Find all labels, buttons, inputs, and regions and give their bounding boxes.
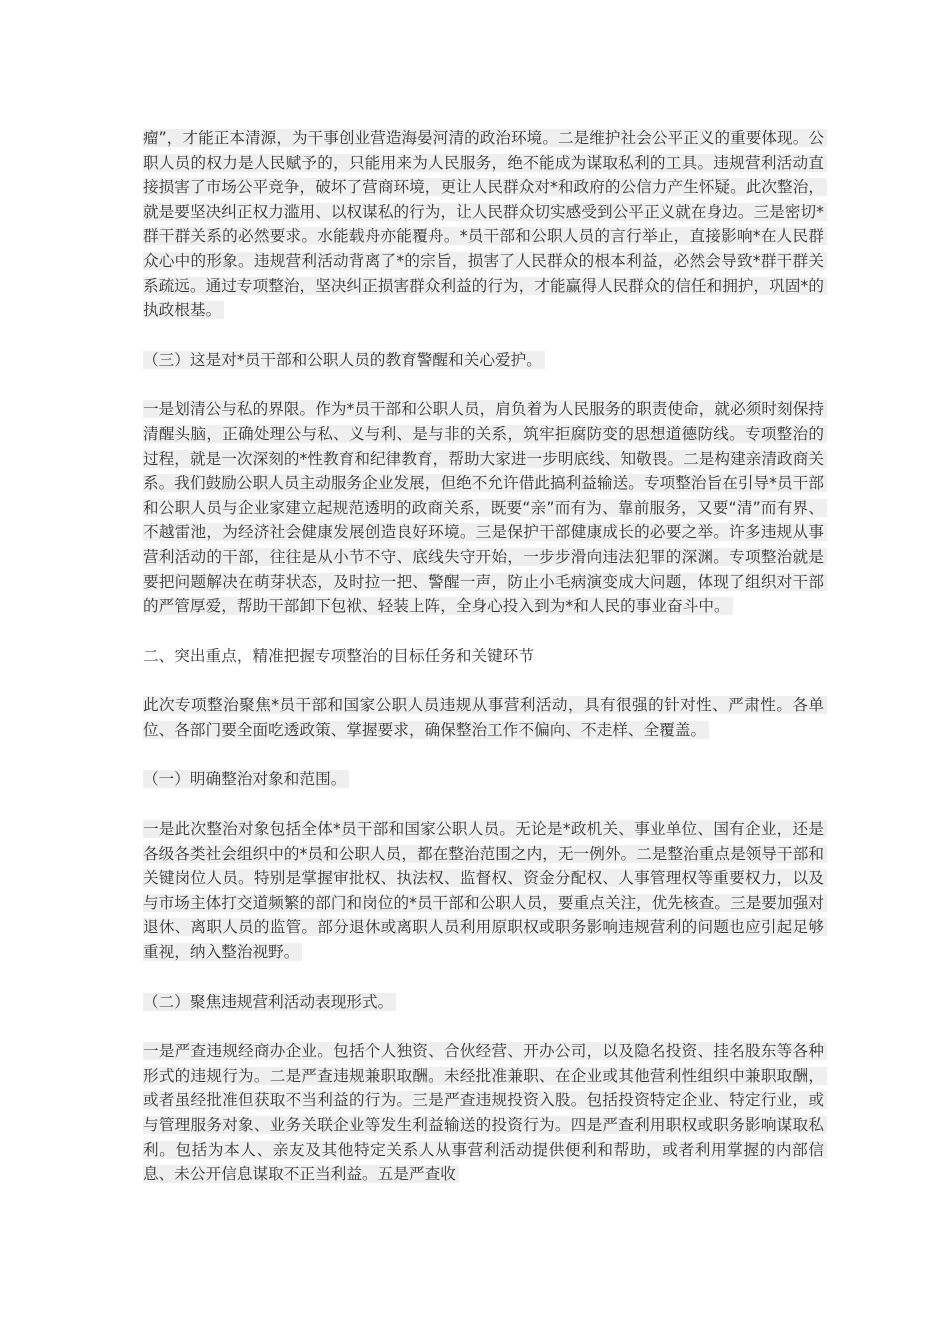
subheading-text: （一）明确整治对象和范围。 — [143, 770, 349, 788]
paragraph-text: 一是此次整治对象包括全体*员干部和国家公职人员。无论是*政机关、事业单位、国有企业，还是各级各类社会组织中的*员和公职人员，都在整治范围之内，无一例外。二是整治重点是领导干部和关键岗位人员。特别是掌握审批权、执法权、监督权、资金分配权、人事管理权等重要权力，以及与市场主体打交道频繁的部门和岗位的*员干部和公职人员，要重点关注，优先核查。三是要加强对退休、离职人员的监管。部分退休或离职人员利用原职权或职务影响违规营利的问题也应引起足够重视，纳入整治视野。 — [143, 820, 827, 961]
subheading-education-warning — [143, 348, 827, 373]
paragraph-text: 一是严查违规经商办企业。包括个人独资、合伙经营、开办公司，以及隐名投资、挂名股东等各种形式的违规行为。二是严查违规兼职取酬。未经批准兼职、在企业或其他营利性组织中兼职取酬，或者虽经批准但获取不当利益的行为。三是严查违规投资入股。包括投资特定企业、特定行业，或与管理服务对象、业务关联企业等发生利益输送的投资行为。四是严查利用职权或职务影响谋取私利。包括为本人、亲友及其他特定关系人从事营利活动提供便利和帮助，或者利用掌握的内部信息、未公开信息谋取不正当利益。五是严查收 — [143, 1042, 827, 1183]
paragraph-focus-intro — [143, 693, 827, 742]
paragraph-text: 瘤”，才能正本清源，为干事创业营造海晏河清的政治环境。二是维护社会公平正义的重要体现。公职人员的权力是人民赋予的，只能用来为人民服务，绝不能成为谋取私利的工具。违规营利活动直接损害了市场公平竞争，破坏了营商环境，更让人民群众对*和政府的公信力产生怀疑。此次整治，就是要坚决纠正权力滥用、以权谋私的行为，让人民群众切实感受到公平正义就在身边。三是密切*群干群关系的必然要求。水能载舟亦能覆舟。*员干部和公职人员的言行举止，直接影响*在人民群众心中的形象。违规营利活动背离了*的宗旨，损害了人民群众的根本利益，必然会导致*群干群关系疏远。通过专项整治，坚决纠正损害群众利益的行为，才能赢得人民群众的信任和拥护，巩固*的执政根基。 — [143, 129, 827, 319]
paragraph-text: 一是划清公与私的界限。作为*员干部和公职人员，肩负着为人民服务的职责使命，就必须时刻保持清醒头脑，正确处理公与私、义与利、是与非的关系，筑牢拒腐防变的思想道德防线。专项整治的过程，就是一次深刻的*性教育和纪律教育，帮助大家进一步明底线、知敬畏。二是构建亲清政商关系。我们鼓励公职人员主动服务企业发展，但绝不允许借此搞利益输送。专项整治旨在引导*员干部和公职人员与企业家建立起规范透明的政商关系，既要“亲”而有为、靠前服务，又要“清”而有界、不越雷池，为经济社会健康发展创造良好环境。三是保护干部健康成长的必要之举。许多违规从事营利活动的干部，往往是从小节不守、底线失守开始，一步步滑向违法犯罪的深渊。专项整治就是要把问题解决在萌芽状态，及时拉一把、警醒一声，防止小毛病演变成大问题，体现了组织对干部的严管厚爱，帮助干部卸下包袱、轻装上阵，全身心投入到为*和人民的事业奋斗中。 — [143, 400, 827, 615]
subheading-targets-scope — [143, 767, 827, 792]
subheading-text: （二）聚焦违规营利活动表现形式。 — [143, 993, 396, 1011]
section-heading-text: 二、突出重点，精准把握专项整治的目标任务和关键环节 — [143, 646, 535, 665]
paragraph-text: 此次专项整治聚焦*员干部和国家公职人员违规从事营利活动，具有很强的针对性、严肃性。各单位、各部门要全面吃透政策、掌握要求，确保整治工作不偏向、不走样、全覆盖。 — [143, 696, 827, 739]
subheading-violation-forms — [143, 990, 827, 1015]
paragraph-targets-scope — [143, 817, 827, 965]
document-page — [143, 126, 827, 1187]
paragraph-continued-significance — [143, 126, 827, 323]
paragraph-violation-forms — [143, 1039, 827, 1187]
paragraph-public-private-boundary — [143, 397, 827, 618]
subheading-text: （三）这是对*员干部和公职人员的教育警醒和关心爱护。 — [143, 351, 545, 369]
section-heading-key-points — [143, 644, 827, 669]
